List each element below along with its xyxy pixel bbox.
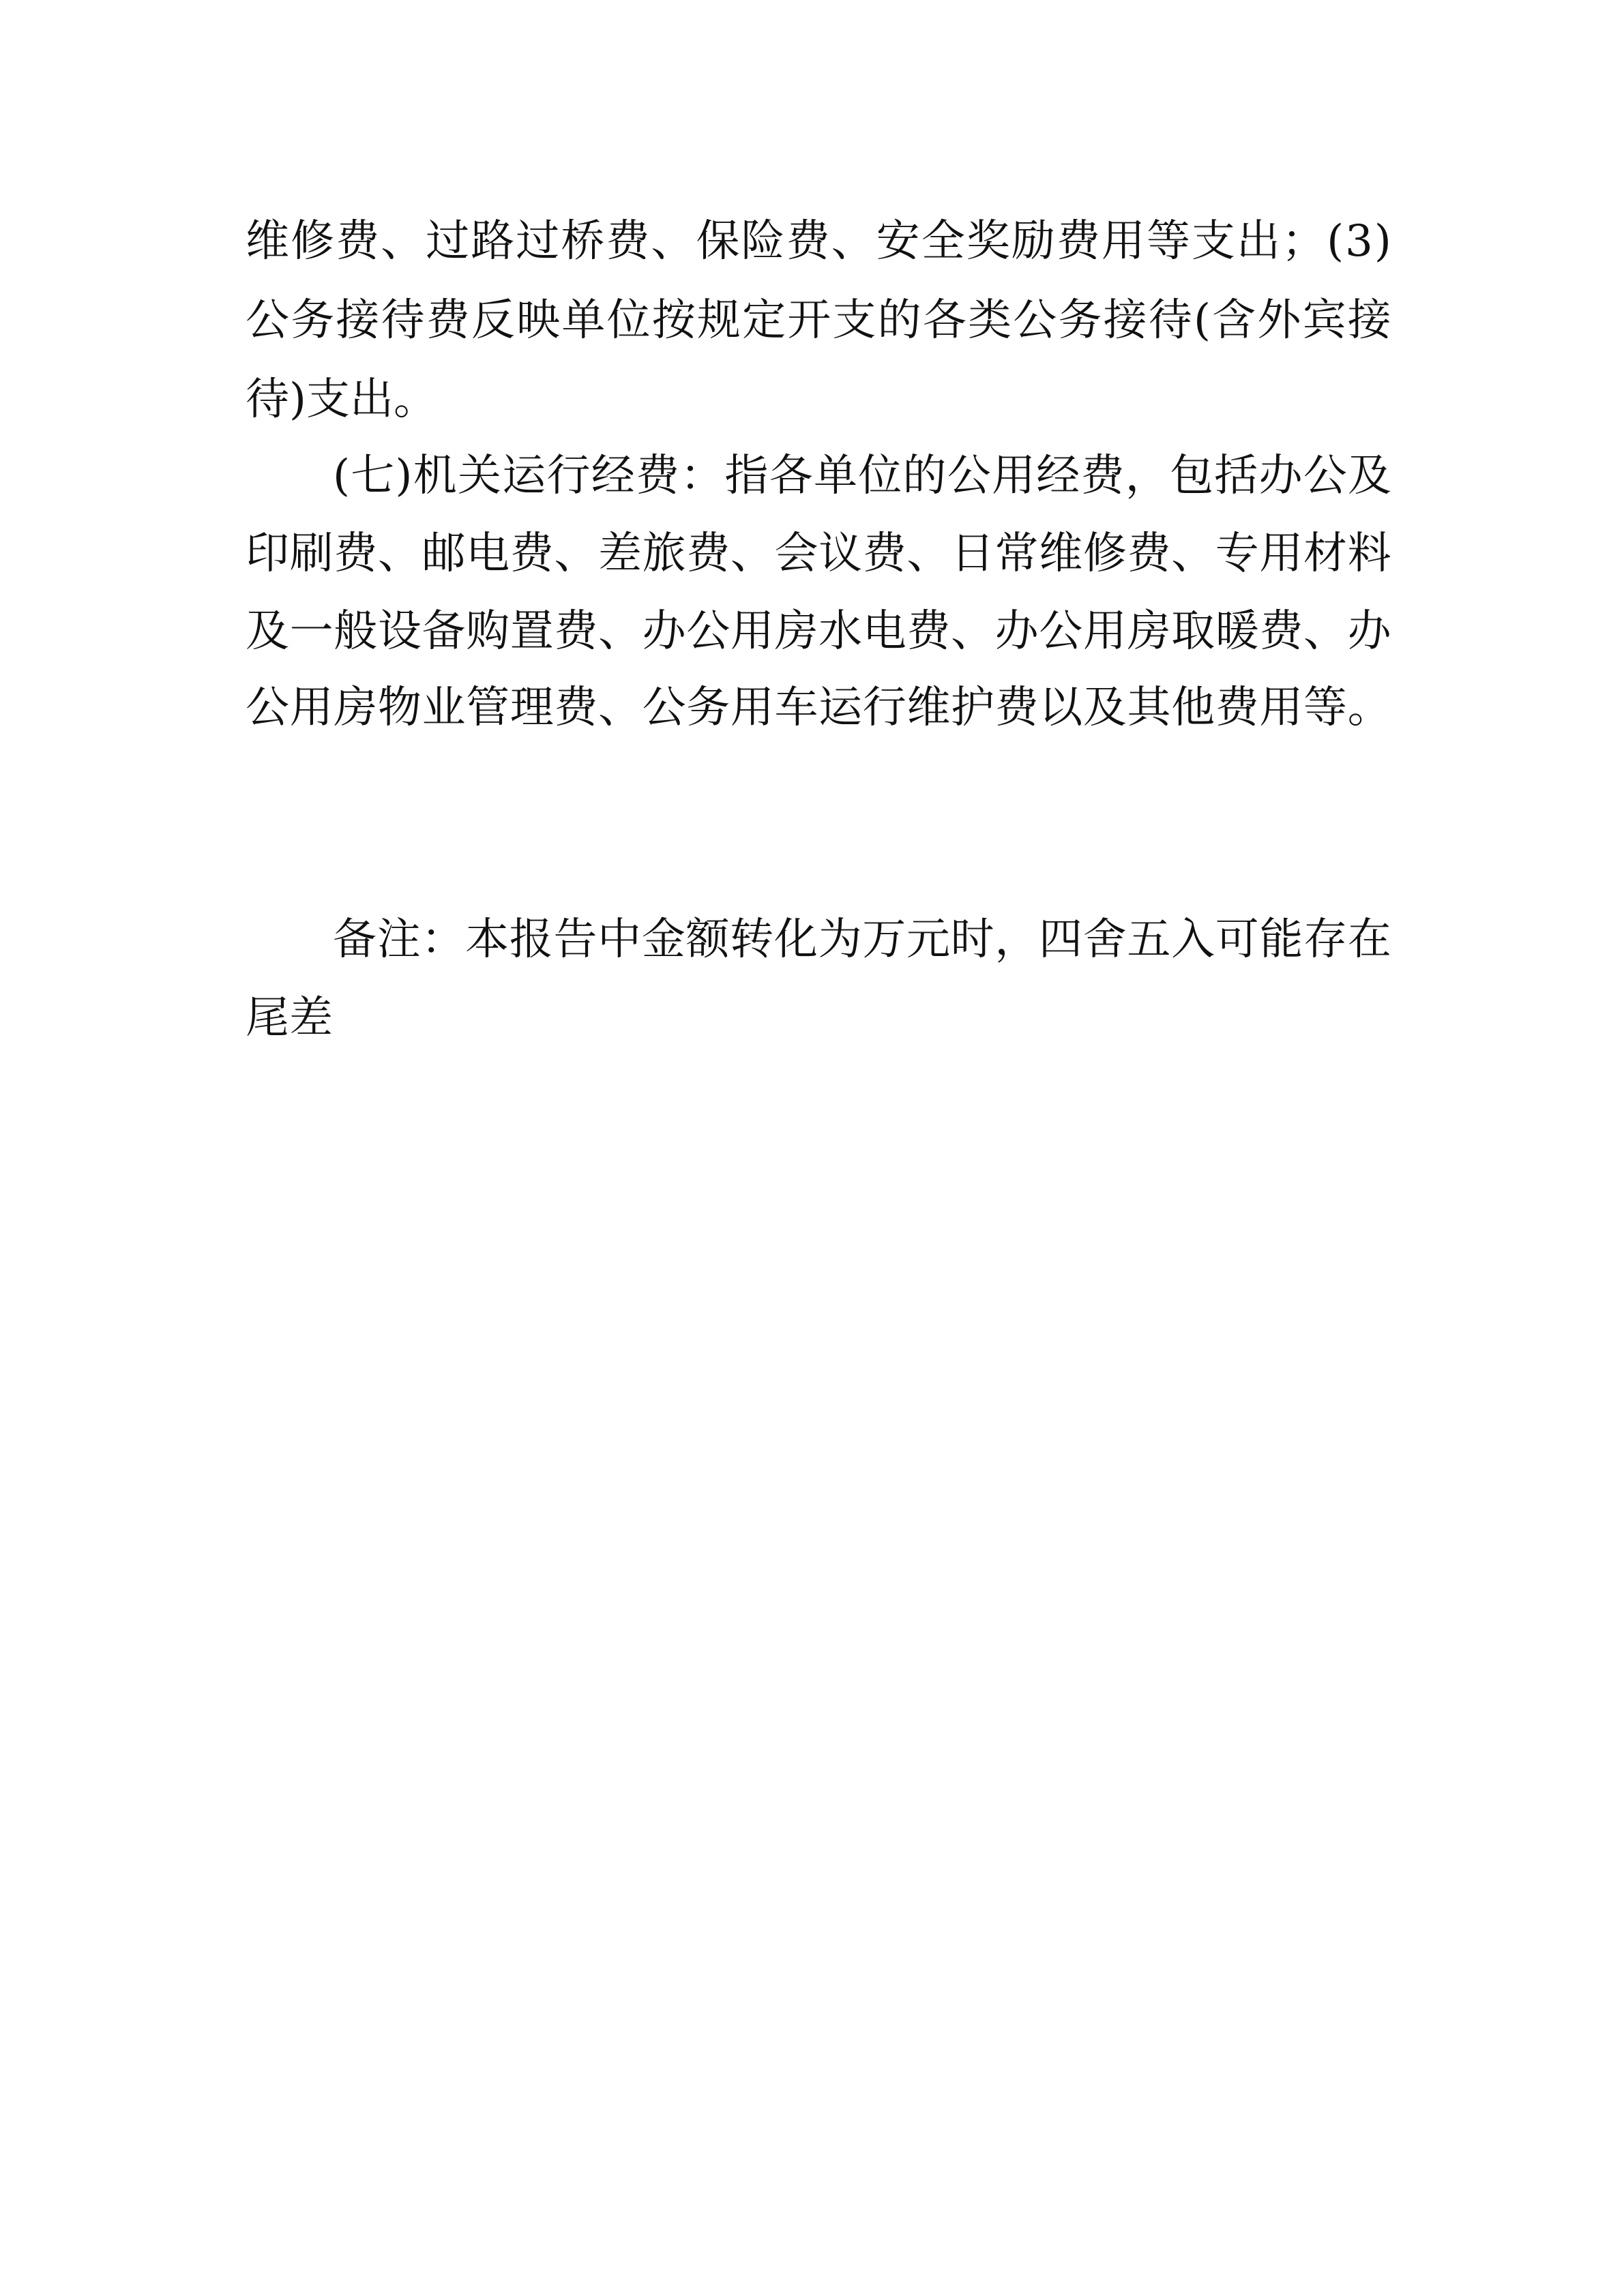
paragraph-2-line-3: 及 一 般 设 备 购 置 费 、 办 公 用 房 水 电 费 、 办 公 用 房 取 暖 费 、 办 bbox=[246, 606, 1391, 657]
paragraph-2-line-1: ( 七 ) 机 关 运 行 经 费 ： 指 各 单 位 的 公 用 经 费 ， 包 括 办 公 及 bbox=[333, 451, 1391, 501]
paragraph-1-line-2: 公 务 接 待 费 反 映 单 位 按 规 定 开 支 的 各 类 公 务 接 待 ( 含 外 宾 接 bbox=[246, 295, 1391, 346]
paragraph-1-line-1: 维 修 费 、 过 路 过 桥 费 、 保 险 费 、 安 全 奖 励 费 用 等 支 出 ； ( 3 ) bbox=[246, 216, 1391, 267]
note-line-2: 尾差 bbox=[246, 993, 333, 1043]
note-line-1: 备 注 ： 本 报 告 中 金 额 转 化 为 万 元 时 ， 四 舍 五 入 可 能 存 在 bbox=[333, 914, 1391, 965]
paragraph-2-line-4: 公 用 房 物 业 管 理 费 、 公 务 用 车 运 行 维 护 费 以 及 其 他 费 用 等 。 bbox=[246, 683, 1391, 733]
paragraph-1-line-3: 待)支出。 bbox=[246, 374, 437, 425]
paragraph-2-line-2: 印 刷 费 、 邮 电 费 、 差 旅 费 、 会 议 费 、 日 常 维 修 费 、 专 用 材 料 bbox=[246, 528, 1391, 579]
